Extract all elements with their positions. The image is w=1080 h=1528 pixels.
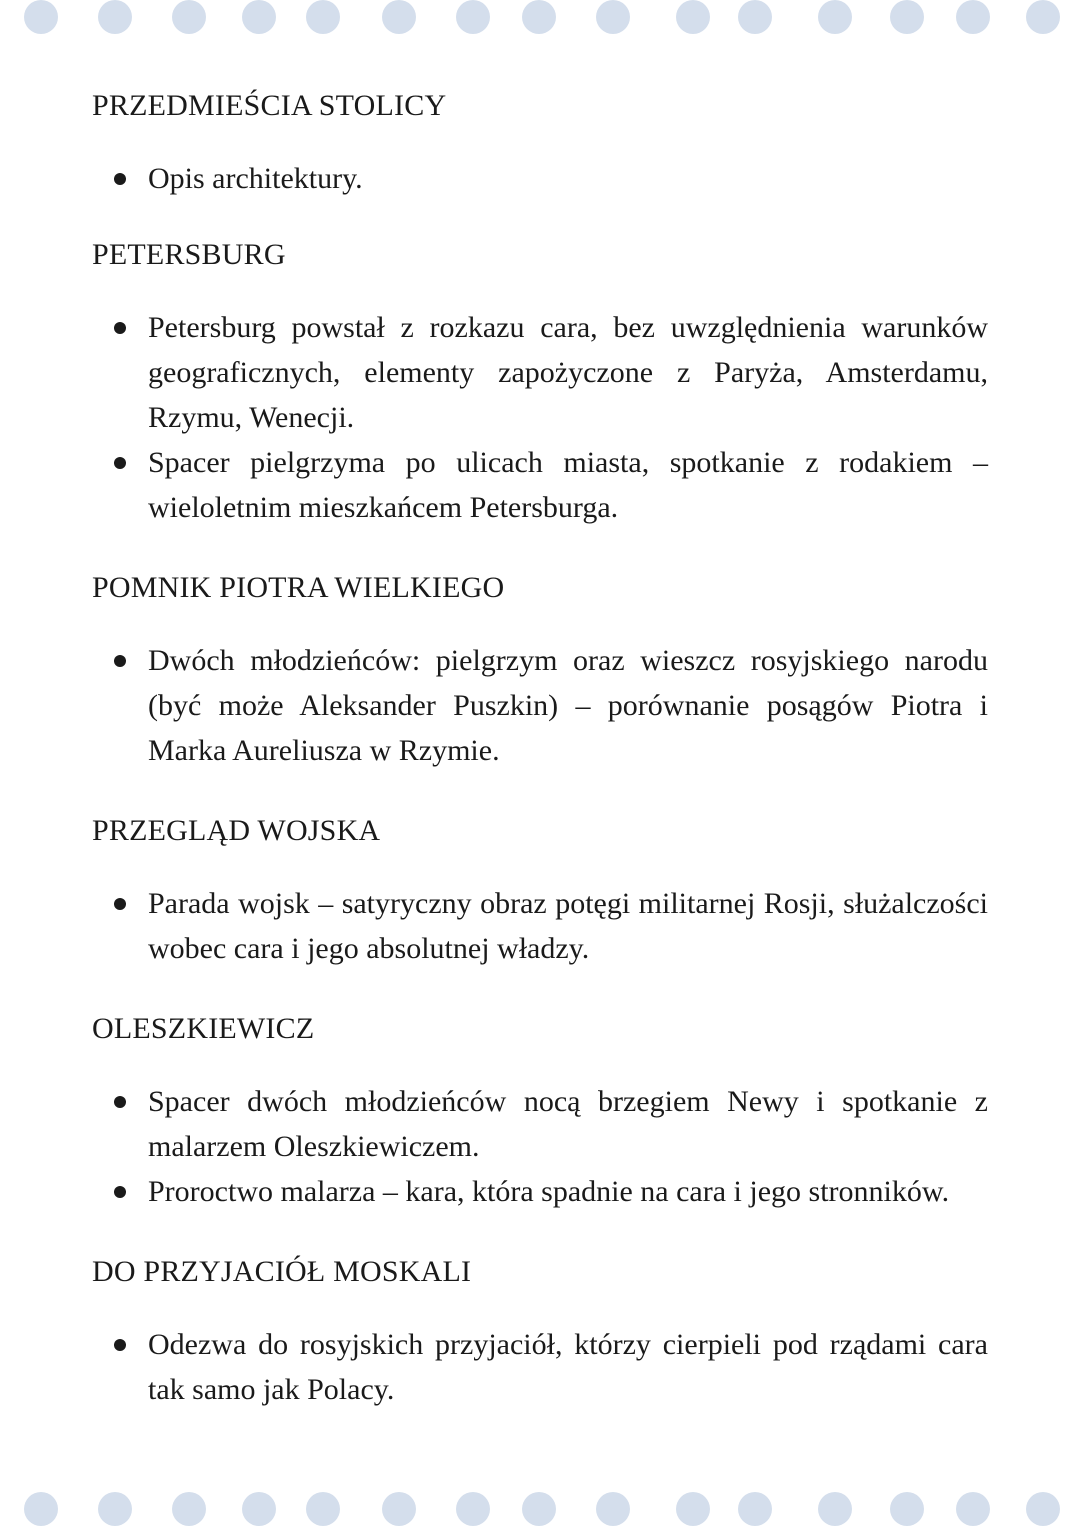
decorative-dot bbox=[738, 1492, 772, 1526]
section-pomnik-piotra-wielkiego bbox=[92, 568, 988, 773]
section-heading: PRZEGLĄD WOJSKA bbox=[92, 814, 381, 847]
decorative-dot bbox=[456, 0, 490, 34]
decorative-dot bbox=[818, 0, 852, 34]
list-item-text: Odezwa do rosyjskich przyjaciół, którzy cierpieli pod rządami cara tak samo jak Polacy. bbox=[148, 1328, 988, 1406]
decorative-dot bbox=[676, 1492, 710, 1526]
decorative-dot bbox=[98, 1492, 132, 1526]
decorative-dot bbox=[818, 1492, 852, 1526]
decorative-dot bbox=[676, 0, 710, 34]
decorative-dot bbox=[956, 0, 990, 34]
decorative-dot bbox=[890, 1492, 924, 1526]
bullet-list bbox=[92, 305, 988, 530]
bullet-icon bbox=[114, 173, 126, 185]
bullet-icon bbox=[114, 1186, 126, 1198]
section-heading: POMNIK PIOTRA WIELKIEGO bbox=[92, 571, 505, 604]
bullet-icon bbox=[114, 322, 126, 334]
decorative-dot bbox=[382, 1492, 416, 1526]
decorative-dot bbox=[242, 0, 276, 34]
list-item bbox=[148, 881, 988, 971]
list-item bbox=[148, 305, 988, 440]
list-item bbox=[148, 1169, 988, 1214]
list-item-text: Opis architektury. bbox=[148, 162, 363, 195]
list-item-text: Proroctwo malarza – kara, która spadnie na cara i jego stronników. bbox=[148, 1175, 950, 1208]
list-item bbox=[148, 1079, 988, 1169]
decorative-dot bbox=[172, 1492, 206, 1526]
decorative-dot bbox=[1026, 1492, 1060, 1526]
bullet-icon bbox=[114, 1096, 126, 1108]
decorative-dot bbox=[24, 1492, 58, 1526]
decorative-dot bbox=[306, 1492, 340, 1526]
decorative-dot bbox=[456, 1492, 490, 1526]
decorative-dot bbox=[596, 1492, 630, 1526]
section-przeglad-wojska bbox=[92, 811, 988, 971]
decorative-dot bbox=[738, 0, 772, 34]
list-item bbox=[148, 638, 988, 773]
decorative-dot bbox=[596, 0, 630, 34]
decorative-dot bbox=[382, 0, 416, 34]
list-item-text: Spacer dwóch młodzieńców nocą brzegiem Newy i spotkanie z malarzem Oleszkiewiczem. bbox=[148, 1085, 988, 1163]
section-heading: PETERSBURG bbox=[92, 238, 286, 271]
decorative-dot bbox=[522, 0, 556, 34]
decorative-dot bbox=[956, 1492, 990, 1526]
bottom-dot-border bbox=[0, 1488, 1080, 1528]
list-item bbox=[148, 1322, 988, 1412]
bullet-icon bbox=[114, 655, 126, 667]
decorative-dot bbox=[242, 1492, 276, 1526]
section-do-przyjaciol-moskali bbox=[92, 1252, 988, 1412]
section-heading: PRZEDMIEŚCIA STOLICY bbox=[92, 89, 447, 122]
list-item-text: Petersburg powstał z rozkazu cara, bez uwzględnienia warunków geograficznych, elementy zapożyczone z Paryża, Amsterdamu, Rzymu, Wenecji. bbox=[148, 311, 988, 434]
bullet-icon bbox=[114, 1339, 126, 1351]
decorative-dot bbox=[172, 0, 206, 34]
section-heading: DO PRZYJACIÓŁ MOSKALI bbox=[92, 1255, 472, 1288]
bullet-icon bbox=[114, 457, 126, 469]
list-item bbox=[148, 156, 988, 201]
list-item bbox=[148, 440, 988, 530]
decorative-dot bbox=[522, 1492, 556, 1526]
top-dot-border bbox=[0, 0, 1080, 40]
bullet-list bbox=[92, 881, 988, 971]
bullet-icon bbox=[114, 898, 126, 910]
decorative-dot bbox=[98, 0, 132, 34]
bullet-list bbox=[92, 1079, 988, 1214]
decorative-dot bbox=[890, 0, 924, 34]
section-oleszkiewicz bbox=[92, 1009, 988, 1214]
section-heading: OLESZKIEWICZ bbox=[92, 1012, 315, 1045]
section-przedmiescia-stolicy bbox=[92, 86, 988, 201]
bullet-list bbox=[92, 638, 988, 773]
list-item-text: Parada wojsk – satyryczny obraz potęgi militarnej Rosji, służalczości wobec cara i jego absolutnej władzy. bbox=[148, 887, 988, 965]
decorative-dot bbox=[306, 0, 340, 34]
list-item-text: Spacer pielgrzyma po ulicach miasta, spotkanie z rodakiem – wieloletnim mieszkańcem Petersburga. bbox=[148, 446, 988, 524]
bullet-list bbox=[92, 156, 988, 201]
decorative-dot bbox=[1026, 0, 1060, 34]
list-item-text: Dwóch młodzieńców: pielgrzym oraz wieszcz rosyjskiego narodu (być może Aleksander Puszkin) – porównanie posągów Piotra i Marka Aureliusza w Rzymie. bbox=[148, 644, 988, 767]
section-petersburg bbox=[92, 235, 988, 530]
decorative-dot bbox=[24, 0, 58, 34]
document-body bbox=[92, 86, 988, 1412]
bullet-list bbox=[92, 1322, 988, 1412]
